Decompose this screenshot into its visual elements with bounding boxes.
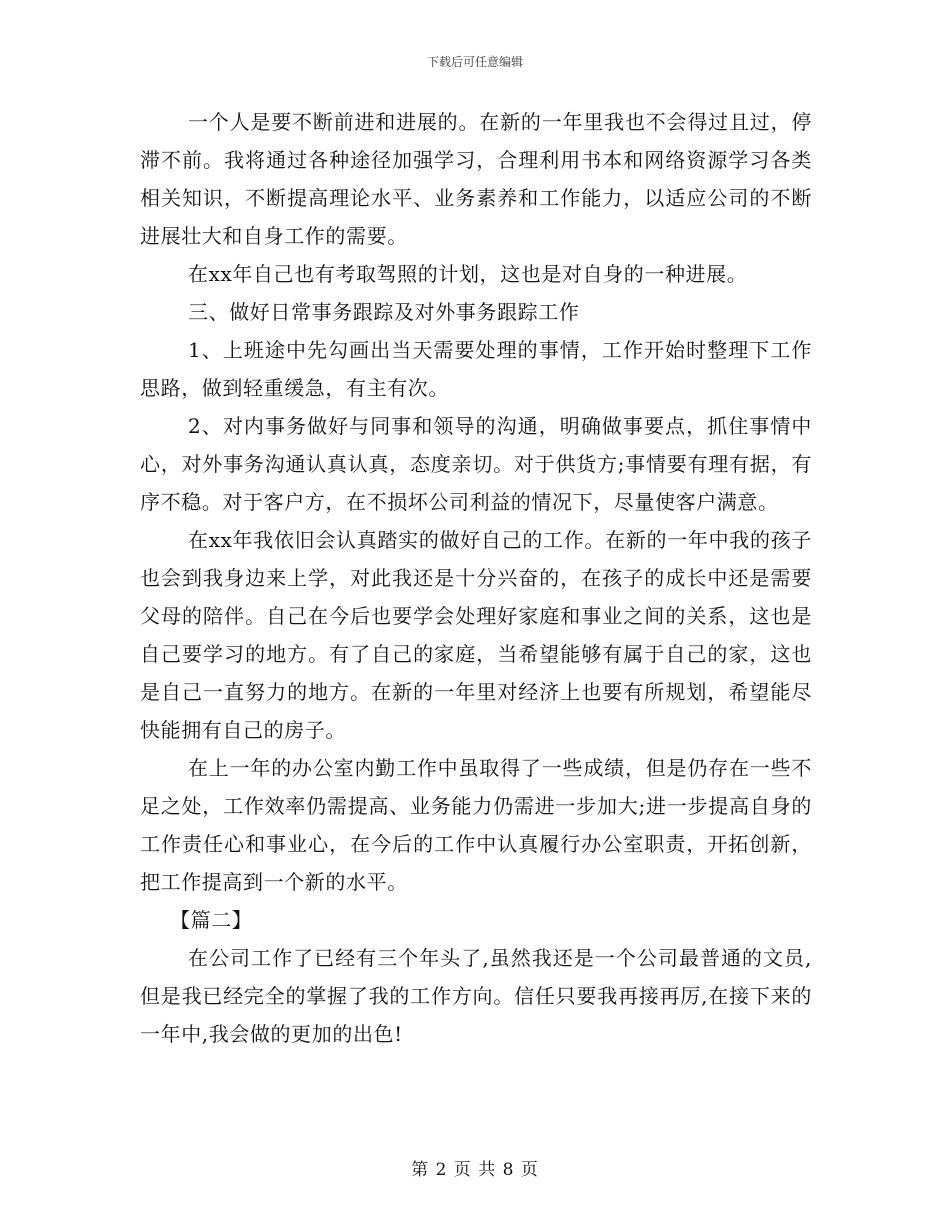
chapter-heading: 【篇二】 [170,908,253,932]
paragraph-9: 在公司工作了已经有三个年头了,虽然我还是一个公司最普通的文员,但是我已经完全的掌握了我的工作方向。信任只要我再接再厉,在接下来的一年中,我会做的更加的出色! [140,946,812,1046]
document-body [140,103,812,1053]
paragraph-item-2: 2、对内事务做好与同事和领导的沟通，明确做事要点，抓住事情中心，对外事务沟通认真认真，态度亲切。对于供货方;事情要有理有据，有序不稳。对于客户方，在不损坏公司利益的情况下，尽量使客户满意。 [140,414,812,514]
page-number: 第 2 页 共 8 页 [411,1160,539,1180]
paragraph-7: 在上一年的办公室内勤工作中虽取得了一些成绩，但是仍存在一些不足之处，工作效率仍需提高、业务能力仍需进一步加大;进一步提高自身的工作责任心和事业心，在今后的工作中认真履行办公室职责，开拓创新，把工作提高到一个新的水平。 [140,756,812,894]
paragraph-2: 在xx年自己也有考取驾照的计划，这也是对自身的一种进展。 [188,262,748,286]
paragraph-item-1: 1、上班途中先勾画出当天需要处理的事情，工作开始时整理下工作思路，做到轻重缓急，有主有次。 [140,338,812,400]
paragraph-1: 一个人是要不断前进和进展的。在新的一年里我也不会得过且过，停滞不前。我将通过各种途径加强学习，合理利用书本和网络资源学习各类相关知识，不断提高理论水平、业务素养和工作能力，以适应公司的不断进展壮大和自身工作的需要。 [140,110,812,248]
paragraph-6: 在xx年我依旧会认真踏实的做好自己的工作。在新的一年中我的孩子也会到我身边来上学，对此我还是十分兴奋的，在孩子的成长中还是需要父母的陪伴。自己在今后也要学会处理好家庭和事业之间的关系，这也是自己要学习的地方。有了自己的家庭，当希望能够有属于自己的家，这也是自己一直努力的地方。在新的一年里对经济上也要有所规划，希望能尽快能拥有自己的房子。 [140,528,812,742]
section-heading-3: 三、做好日常事务跟踪及对外事务跟踪工作 [188,300,580,324]
page-header: 下载后可任意编辑 [426,55,523,69]
